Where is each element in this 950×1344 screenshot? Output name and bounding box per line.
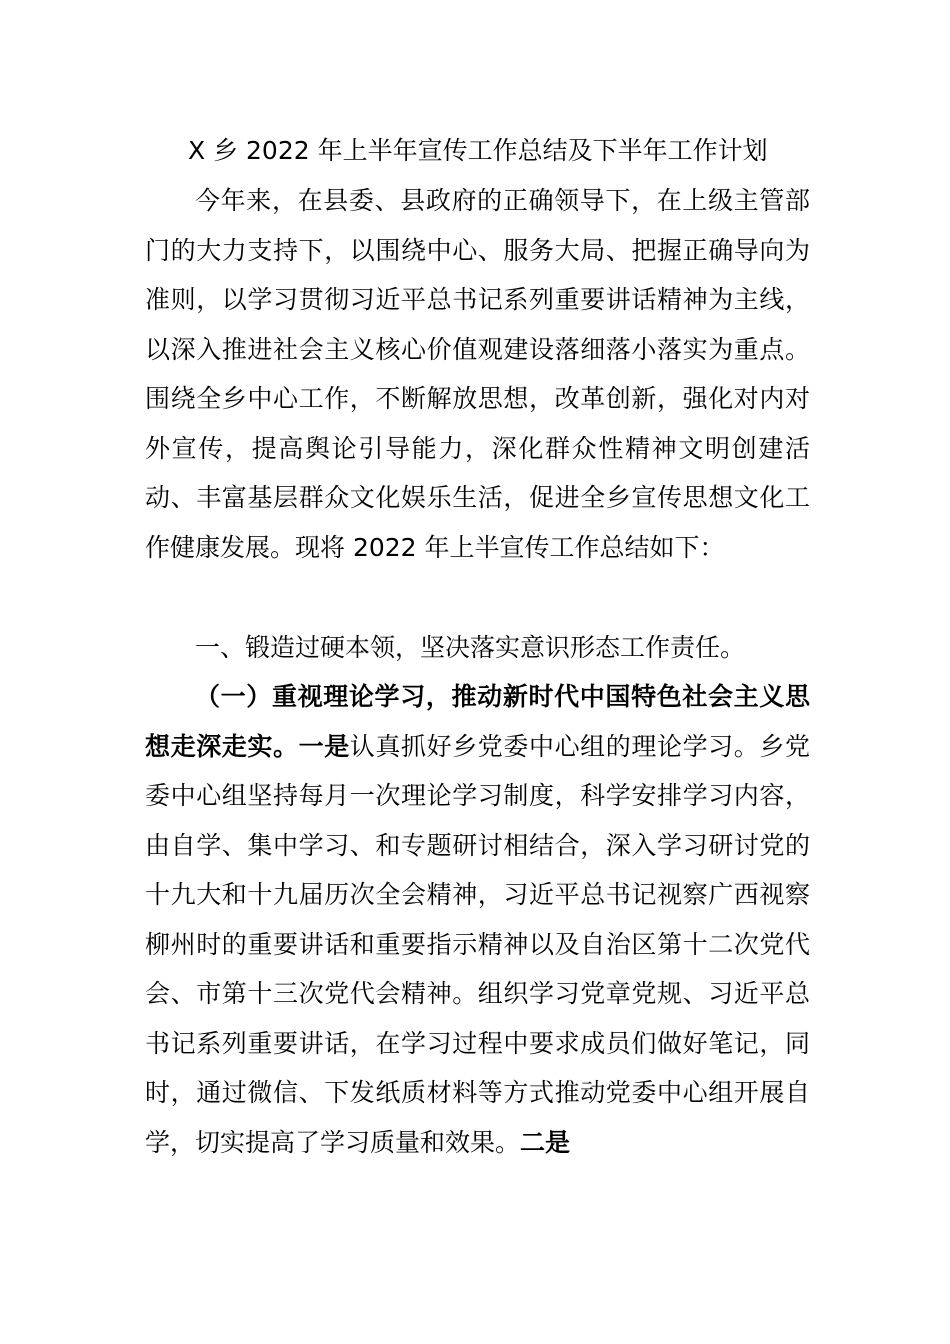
section-1-heading: 一、锻造过硬本领，坚决落实意识形态工作责任。 — [195, 633, 746, 662]
first-point-text: 认真抓好乡党委中心组的理论学习。乡党委中心组坚持每月一次理论学习制度，科学安排学习内容，由自学、集中学习、和专题研讨相结合，深入学习研讨党的十九大和十九届历次全会精神，习近平总书记视察广西视察柳州时的重要讲话和重要指示精神以及自治区第十二次党代会、市第十三次党代会精神。组织学习党章党规、习近平总书记系列重要讲话，在学习过程中要求成员们做好笔记，同时，通过微信、下发纸质材料等方式推动党委中心组开展自学，切实提高了学习质量和效果。 — [145, 731, 810, 1157]
subsection-1-heading: （一）重视理论学习，推动新时代中国特色社会主义思想走深走实。 — [145, 682, 810, 761]
document-title: X 乡 2022 年上半年宣传工作总结及下半年工作计划 — [188, 136, 768, 165]
second-point-marker: 二是 — [520, 1127, 571, 1157]
intro-paragraph: 今年来，在县委、县政府的正确领导下，在上级主管部门的大力支持下，以围绕中心、服务大局、把握正确导向为准则，以学习贯彻习近平总书记系列重要讲话精神为主线，以深入推进社会主义核心价值观建设落细落小落实为重点。围绕全乡中心工作，不断解放思想，改革创新，强化对内对外宣传，提高舆论引导能力，深化群众性精神文明创建活动、丰富基层群众文化娱乐生活，促进全乡宣传思想文化工作健康发展。现将 2022 年上半宣传工作总结如下： — [145, 186, 810, 562]
subsection-1-paragraph — [145, 672, 810, 1167]
first-point-marker: 一是 — [298, 731, 350, 761]
